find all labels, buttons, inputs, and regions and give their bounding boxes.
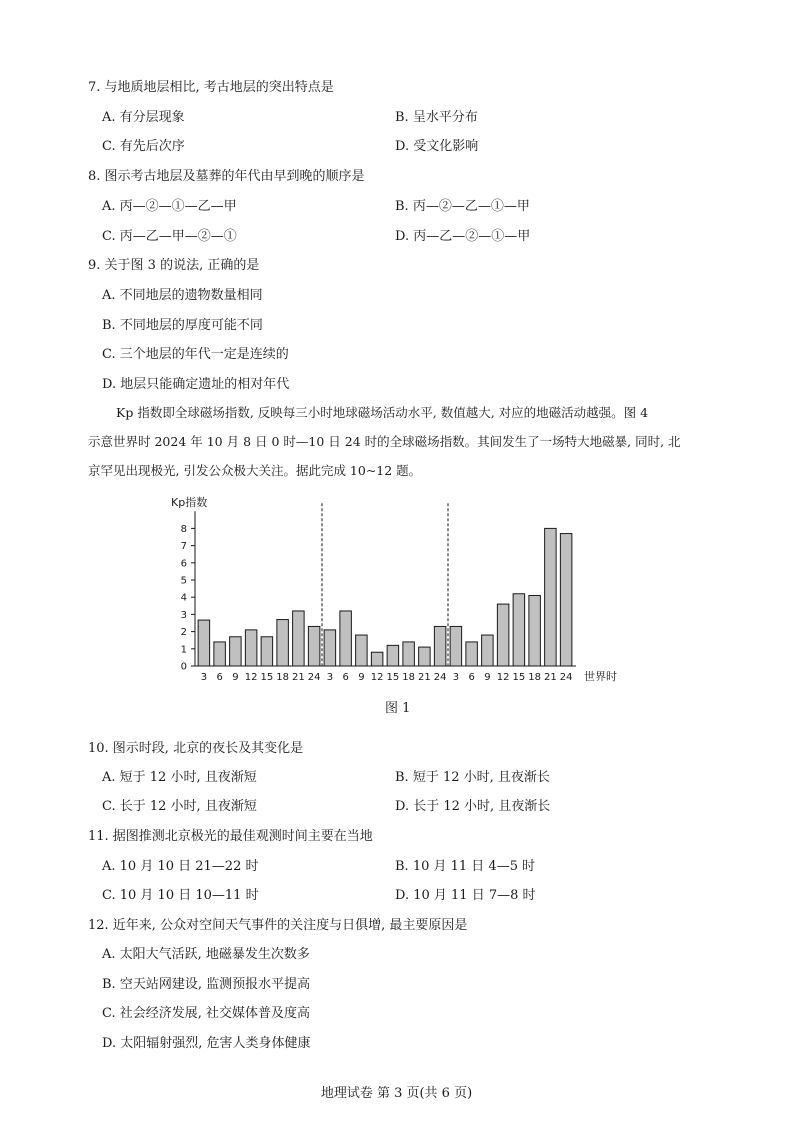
q7-option-d: D. 受文化影响 [395,139,479,154]
x-tick-label: 21 [418,672,431,683]
x-axis-label: 世界时 [584,670,617,683]
q8-option-b: B. 丙—②—乙—①—甲 [395,199,530,214]
bar [230,637,242,666]
bar [419,647,431,666]
y-tick-label: 7 [180,541,187,553]
q7-option-c: C. 有先后次序 [102,139,185,154]
passage-line-1: Kp 指数即全球磁场指数, 反映每三小时地球磁场活动水平, 数值越大, 对应的地磁活动越强。图 4 [116,405,649,420]
q9-stem: 9. 关于图 3 的说法, 正确的是 [88,258,260,273]
y-tick-label: 8 [180,523,187,535]
q7-option-b: B. 呈水平分布 [395,110,478,125]
x-tick-label: 3 [200,672,208,683]
page-footer: 地理试卷 第 3 页(共 6 页) [320,1086,473,1101]
bar [293,611,305,666]
y-axis-label: Kp指数 [171,496,208,510]
q8-option-a: A. 丙—②—①—乙—甲 [102,199,237,214]
passage-line-2: 示意世界时 2024 年 10 月 8 日 0 时—10 日 24 时的全球磁场指数。其间发生了一场特大地磁暴, 同时, 北 [88,434,681,449]
y-tick-label: 0 [180,661,187,673]
passage [88,398,708,485]
x-tick-label: 9 [358,672,365,683]
bar [261,637,273,666]
q10-option-c: C. 长于 12 小时, 且夜渐短 [102,799,257,814]
x-tick-label: 3 [452,672,460,683]
bar [214,642,226,666]
bar [387,645,399,666]
x-tick-label: 12 [496,672,510,683]
x-tick-label: 24 [307,672,321,683]
q10-option-a: A. 短于 12 小时, 且夜渐短 [102,770,257,785]
x-tick-label: 18 [402,672,415,683]
q8-option-c: C. 丙—乙—甲—②—① [102,229,237,244]
x-tick-label: 15 [386,672,400,683]
x-tick-label: 12 [244,672,258,683]
q7-stem: 7. 与地质地层相比, 考古地层的突出特点是 [88,80,334,95]
x-tick-label: 18 [276,672,289,683]
x-tick-label: 21 [292,672,305,683]
bar [308,626,320,666]
bar [513,594,525,666]
y-tick-label: 2 [180,627,187,639]
x-tick-label: 9 [232,672,239,683]
bar [482,635,494,666]
y-tick-label: 5 [180,575,187,587]
q9-option-d: D. 地层只能确定遗址的相对年代 [102,377,290,392]
q7-option-a: A. 有分层现象 [102,110,185,125]
x-tick-label: 21 [544,672,557,683]
x-tick-label: 24 [433,672,447,683]
q10-option-d: D. 长于 12 小时, 且夜渐长 [395,799,551,814]
q12-stem: 12. 近年来, 公众对空间天气事件的关注度与日俱增, 最主要原因是 [88,918,468,933]
q11-option-a: A. 10 月 10 日 21—22 时 [102,859,259,874]
q12-option-a: A. 太阳大气活跃, 地磁暴发生次数多 [102,947,310,962]
y-tick-label: 1 [180,644,187,656]
y-tick-label: 6 [180,558,187,570]
kp-index-chart [150,496,630,688]
q9-option-c: C. 三个地层的年代一定是连续的 [102,347,289,362]
bar [356,635,368,666]
x-tick-label: 6 [342,672,349,683]
bar [529,595,541,666]
q11-stem: 11. 据图推测北京极光的最佳观测时间主要在当地 [88,829,373,844]
x-tick-label: 3 [326,672,334,683]
q12-option-c: C. 社会经济发展, 社交媒体普及度高 [102,1006,311,1021]
x-tick-label: 24 [559,672,573,683]
bar [450,626,462,666]
bar [198,620,210,666]
q11-option-b: B. 10 月 11 日 4—5 时 [395,859,536,874]
q9-option-b: B. 不同地层的厚度可能不同 [102,318,263,333]
y-tick-label: 3 [180,609,187,621]
x-tick-label: 6 [216,672,223,683]
q12-option-b: B. 空天站网建设, 监测预报水平提高 [102,977,311,992]
q8-option-d: D. 丙—乙—②—①—甲 [395,229,531,244]
bar [371,652,383,666]
x-tick-label: 18 [528,672,541,683]
x-tick-label: 9 [484,672,491,683]
bar [545,528,557,666]
bar [245,630,257,666]
q9-option-a: A. 不同地层的遗物数量相同 [102,288,263,303]
bar [434,626,446,666]
bar [560,534,572,666]
x-tick-label: 12 [370,672,384,683]
bar [497,604,509,666]
y-tick-label: 4 [180,592,187,604]
bar [466,642,478,666]
bar [340,611,352,666]
chart-bars [198,528,572,666]
bar [403,642,415,666]
q11-option-c: C. 10 月 10 日 10—11 时 [102,888,259,903]
x-tick-label: 6 [468,672,475,683]
x-tick-label: 15 [260,672,274,683]
q10-stem: 10. 图示时段, 北京的夜长及其变化是 [88,741,304,756]
x-tick-label: 15 [512,672,526,683]
q8-stem: 8. 图示考古地层及墓葬的年代由早到晚的顺序是 [88,169,365,184]
passage-line-3: 京罕见出现极光, 引发公众极大关注。据此完成 10~12 题。 [88,463,422,478]
q10-option-b: B. 短于 12 小时, 且夜渐长 [395,770,550,785]
q11-option-d: D. 10 月 11 日 7—8 时 [395,888,536,903]
q12-option-d: D. 太阳辐射强烈, 危害人类身体健康 [102,1036,311,1051]
bar [277,620,289,666]
bar [324,630,336,666]
figure-caption: 图 1 [385,701,411,716]
